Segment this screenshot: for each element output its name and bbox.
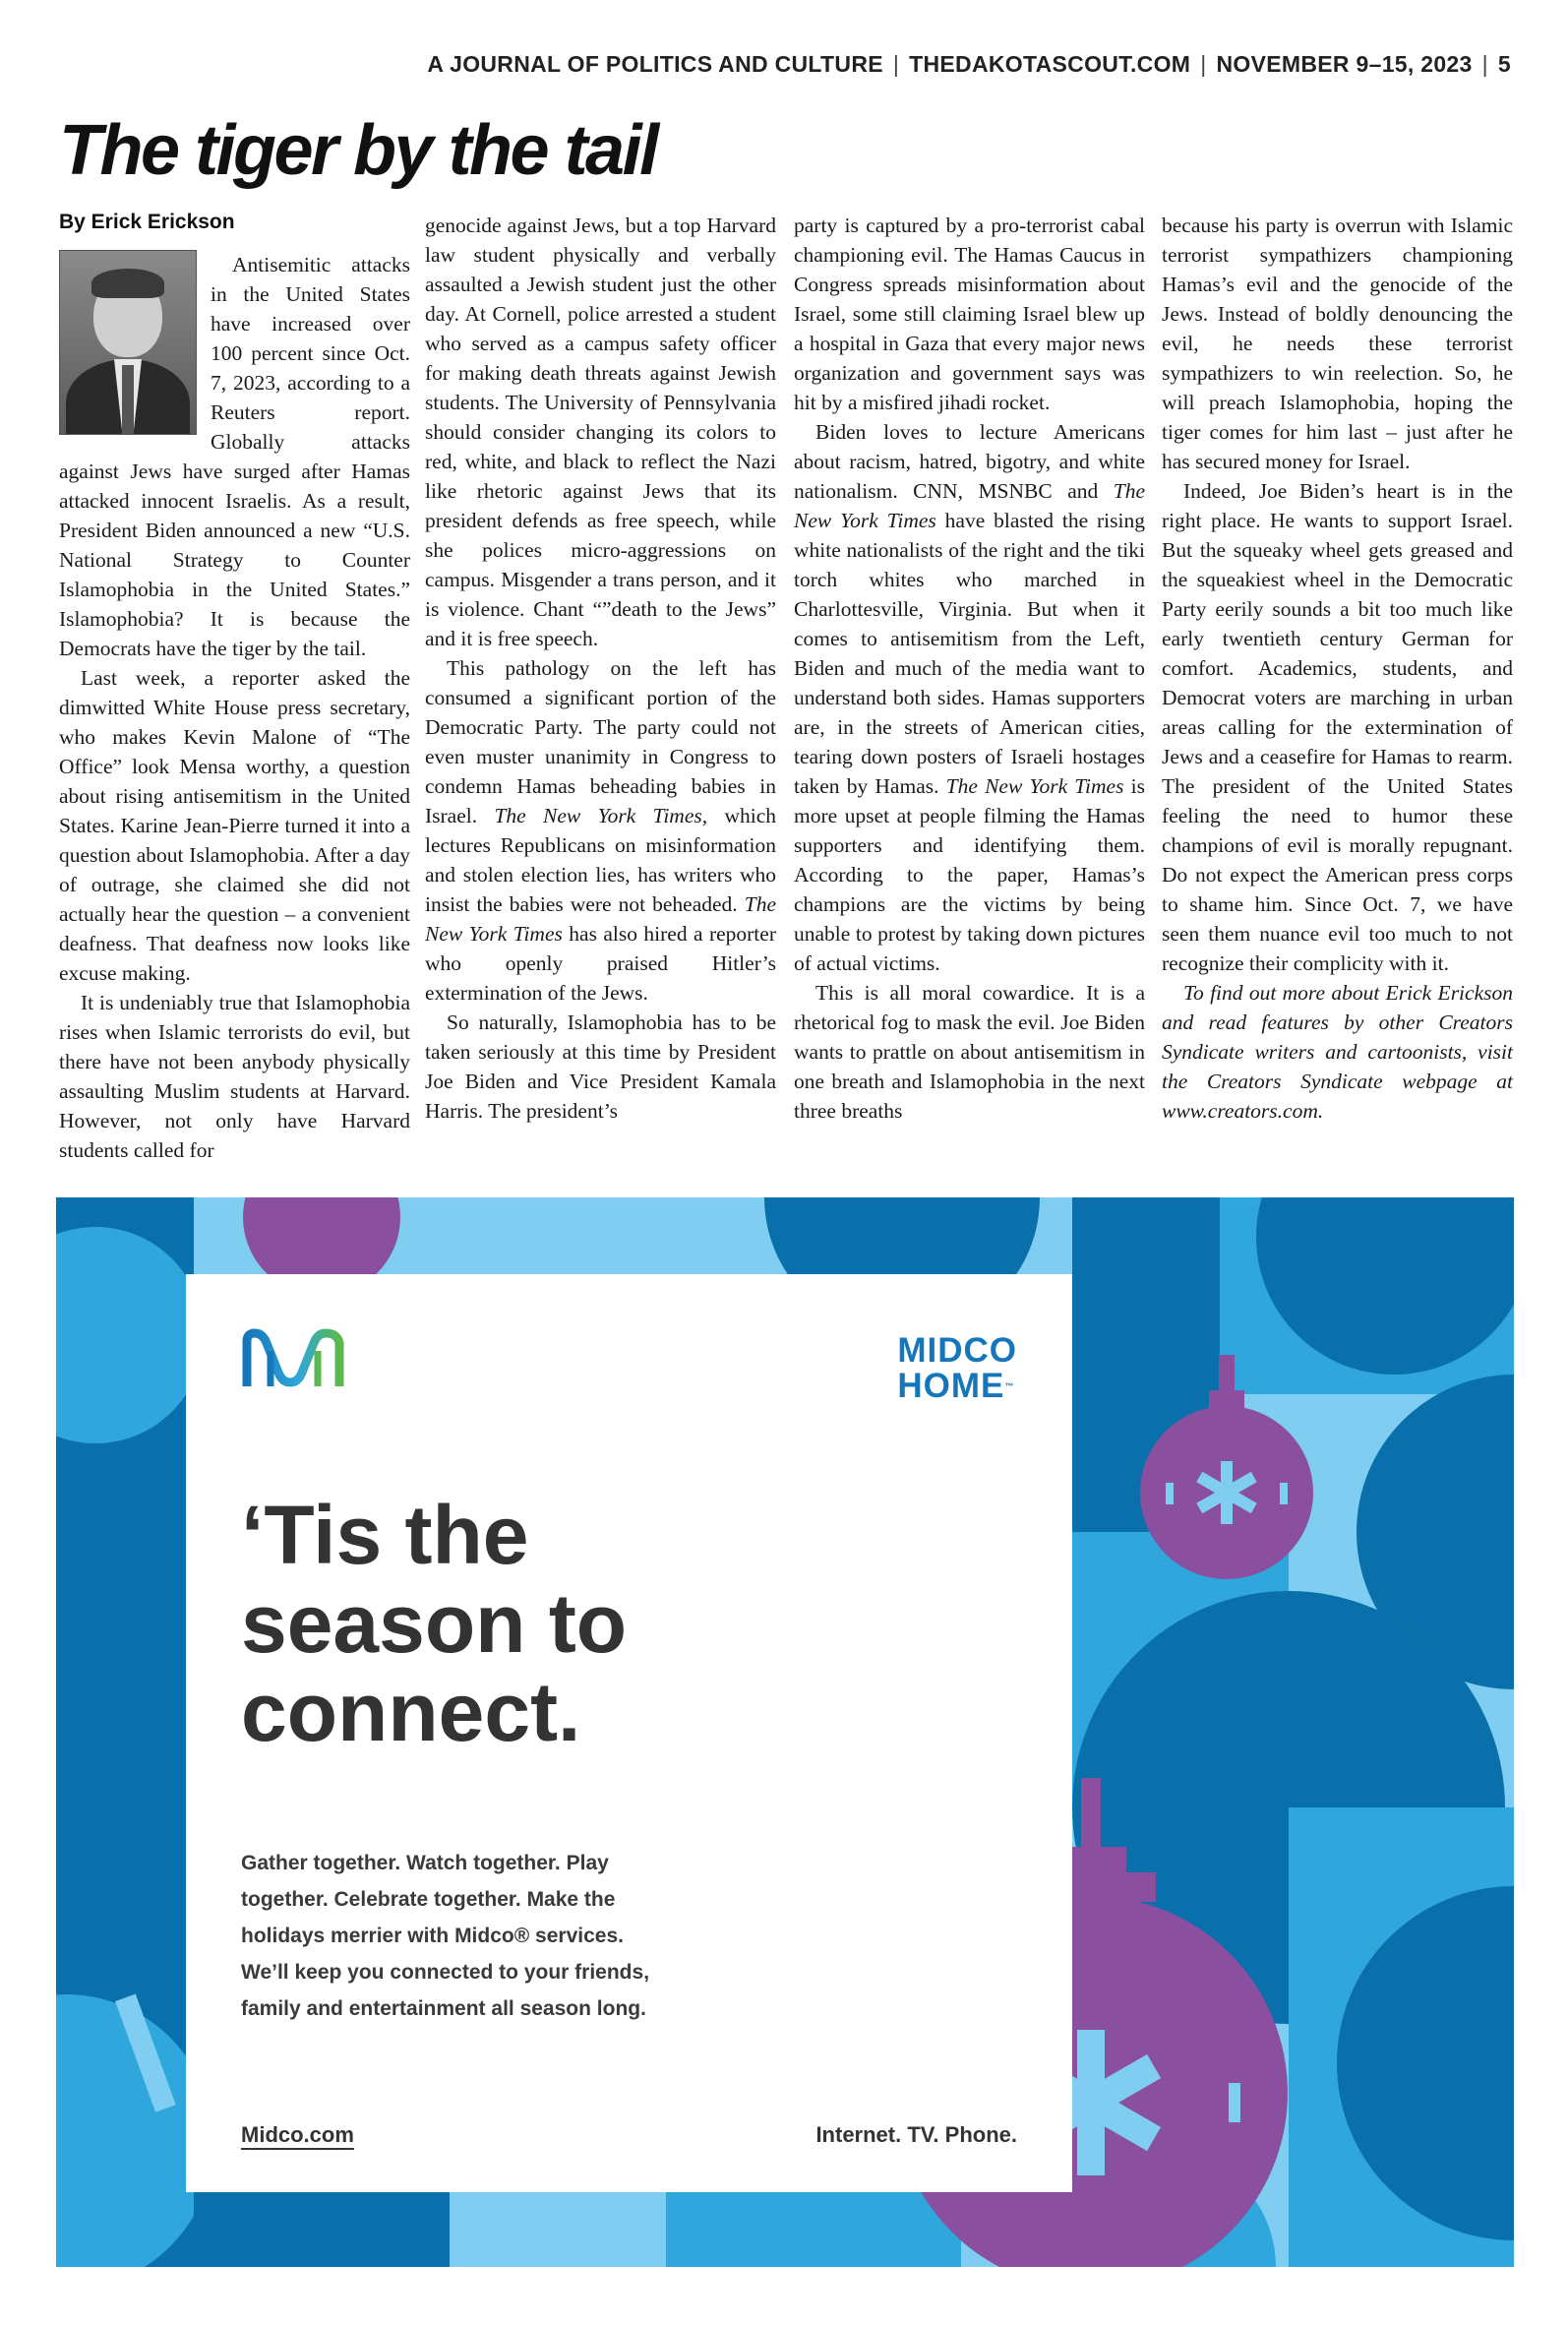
site-link[interactable]: THEDAKOTASCOUT.COM xyxy=(909,51,1191,77)
midco-home-wordmark xyxy=(897,1333,1017,1404)
headline-line: ‘Tis the xyxy=(241,1489,529,1581)
midco-advertisement[interactable] xyxy=(56,1197,1514,2267)
copy-line: together. Celebrate together. Make the xyxy=(241,1888,616,1911)
article-column-3 xyxy=(794,211,1145,1126)
article-headline: The tiger by the tail xyxy=(59,111,657,190)
paragraph: Indeed, Joe Biden’s heart is in the right place. He wants to support Israel. But the squeaky wheel gets greased and the squeakiest wheel in the Democratic Party eerily sounds a bit too much like early twentieth century German for comfort. Academics, students, and Democrat voters are marching in urban areas calling for the extermination of Jews and a ceasefire for Hamas to rearm. The president of the United States feeling the need to humor these champions of evil is morally repugnant. Do not expect the American press corps to shame him. Since Oct. 7, we have seen them nuance evil too much to not recognize their complicity with it. xyxy=(1162,479,1513,975)
text-run: has also hired a reporter who openly praised Hitler’s extermination of the Jews. xyxy=(425,922,776,1005)
article-column-1 xyxy=(59,250,410,1165)
paragraph: Antisemitic attacks in the United States have increased over 100 percent since Oct. 7, 2023, according to a Reuters report. Globally attacks against Jews have surged after Hamas attacked innocent Israelis. As a result, President Biden announced a new “U.S. National Strategy to Counter Islamophobia in the United States.” Islamophobia? It is because the Democrats have the tiger by the tail. xyxy=(59,253,410,660)
brand-line: MIDCO xyxy=(897,1331,1017,1370)
journal-tagline: A JOURNAL OF POLITICS AND CULTURE xyxy=(427,51,883,77)
paragraph: party is captured by a pro-terrorist cabal championing evil. The Hamas Caucus in Congress spreads misinformation about Israel, some still claiming Israel blew up a hospital in Gaza that every major news organization and government says was hit by a misfired jihadi rocket. xyxy=(794,214,1145,414)
midco-website-link[interactable]: Midco.com xyxy=(241,2122,354,2147)
page-number: 5 xyxy=(1497,51,1511,77)
author-photo xyxy=(59,250,197,435)
text-run: which lectures Republicans on misinformation and stolen election lies, has writers who insist the babies were not beheaded. xyxy=(425,804,776,916)
article-column-4 xyxy=(1162,211,1513,1126)
ad-card xyxy=(186,1274,1072,2192)
paragraph: genocide against Jews, but a top Harvard law student physically and verbally assaulted a Jewish student just the other day. At Cornell, police arrested a student who served as a campus safety officer for making death threats against Jewish students. The University of Pennsylvania should consider changing its colors to red, white, and black to reflect the Nazi like rhetoric against Jews that its president defends as free speech, while she polices micro-aggressions on campus. Misgender a trans person, and it is violence. Chant “”death to the Jews” and it is free speech. xyxy=(425,214,776,650)
article-byline: By Erick Erickson xyxy=(59,211,235,233)
paragraph: It is undeniably true that Islamophobia rises when Islamic terrorists do evil, but there have not been anybody physically assaulting Muslim students at Harvard. However, not only have Harvard students called for xyxy=(59,991,410,1162)
paragraph xyxy=(425,653,776,1008)
author-note: To find out more about Erick Erickson and read features by other Creators Syndicate writers and cartoonists, visit the Creators Syndicate webpage at www.creators.com. xyxy=(1162,981,1513,1123)
article-body xyxy=(59,211,1515,1185)
ad-services-tagline: Internet. TV. Phone. xyxy=(815,2122,1017,2147)
header-separator: | xyxy=(1481,51,1488,77)
paragraph: This is all moral cowardice. It is a rhetorical fog to mask the evil. Joe Biden wants to prattle on about antisemitism in one breath and Islamophobia in the next three breaths xyxy=(794,981,1145,1123)
text-run: Biden loves to lecture Americans about racism, hatred, bigotry, and white nationalism. CNN, MSNBC and xyxy=(794,420,1145,503)
issue-date: NOVEMBER 9–15, 2023 xyxy=(1216,51,1473,77)
publication-name: The New York Times xyxy=(945,774,1124,798)
copy-line: holidays merrier with Midco® services. xyxy=(241,1925,624,1947)
text-run: have blasted the rising white nationalists of the right and the tiki torch whites who marched in Charlottesville, Virginia. But when it comes to antisemitism from the Left, Biden and much of the media want to understand both sides. Hamas supporters are, in the streets of American cities, tearing down posters of Israeli hostages taken by Hamas. xyxy=(794,509,1145,798)
paragraph: because his party is overrun with Islamic terrorist sympathizers championing Hamas’s evil and the genocide of the Jews. Instead of boldly denouncing the evil, he needs these terrorist sympathizers to win reelection. So, he will preach Islamophobia, hoping the tiger comes for him last – just after he has secured money for Israel. xyxy=(1162,214,1513,473)
paragraph xyxy=(794,417,1145,978)
text-run: is more upset at people filming the Hamas supporters and identifying them. According to the paper, Hamas’s champions are the victims by being unable to protest by taking down pictures of actual victims. xyxy=(794,774,1145,975)
copy-line: family and entertainment all season long. xyxy=(241,1997,646,2020)
publication-name: The New York Times, xyxy=(494,804,708,827)
header-separator: | xyxy=(892,51,900,77)
copy-line: We’ll keep you connected to your friends, xyxy=(241,1961,650,1984)
publication-name: The New York Times xyxy=(425,892,776,946)
header-separator: | xyxy=(1200,51,1207,77)
publication-name: The New York Times xyxy=(794,479,1145,532)
brand-line: HOME™ xyxy=(897,1367,1015,1405)
midco-logo-icon xyxy=(241,1327,351,1390)
trademark-symbol: ™ xyxy=(1004,1381,1015,1391)
paragraph: So naturally, Islamophobia has to be taken seriously at this time by President Joe Biden and Vice President Kamala Harris. The president’s xyxy=(425,1010,776,1123)
page-header xyxy=(393,51,1511,78)
ad-headline xyxy=(241,1491,627,1756)
text-run: This pathology on the left has consumed a significant portion of the Democratic Party. The party could not even muster unanimity in Congress to condemn Hamas beheading babies in Israel. xyxy=(425,656,776,827)
ad-body-copy xyxy=(241,1845,753,2027)
article-column-2 xyxy=(425,211,776,1126)
headline-line: season to xyxy=(241,1577,628,1670)
paragraph: Last week, a reporter asked the dimwitted White House press secretary, who makes Kevin Malone of “The Office” look Mensa worthy, a question about rising antisemitism in the United States. Karine Jean-Pierre turned it into a question about Islamophobia. After a day of outrage, she claimed she did not actually hear the question – a convenient deafness. That deafness now looks like excuse making. xyxy=(59,666,410,985)
copy-line: Gather together. Watch together. Play xyxy=(241,1852,609,1874)
headline-line: connect. xyxy=(241,1666,581,1758)
